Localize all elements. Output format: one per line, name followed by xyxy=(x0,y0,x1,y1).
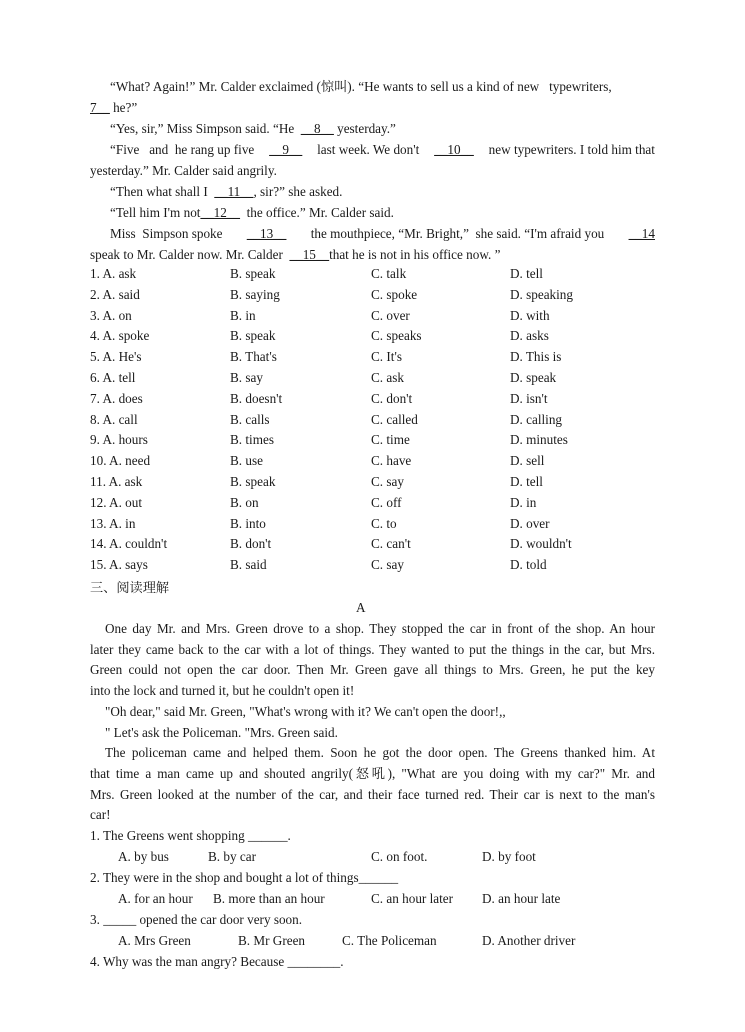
option-item: C. It's xyxy=(371,349,402,365)
answer-option: A. by bus xyxy=(118,849,169,864)
passage-line: into the lock and turned it, but he couldn't open it! xyxy=(90,683,355,699)
option-item: B. said xyxy=(230,557,267,573)
option-item: B. That's xyxy=(230,349,277,365)
passage-line: car! xyxy=(90,807,111,823)
story-text: “Tell him I'm not xyxy=(110,205,201,220)
option-item: D. sell xyxy=(510,453,545,469)
question-text: 2. They were in the shop and bought a lot of things______ xyxy=(90,870,399,885)
option-item: C. talk xyxy=(371,266,407,281)
option-item: C. called xyxy=(371,411,418,427)
option-item: D. over xyxy=(510,515,550,531)
option-item: C. say xyxy=(371,557,404,573)
option-item: 14. A. couldn't xyxy=(90,536,168,552)
option-item: 12. A. out xyxy=(90,494,143,510)
option-item: 3. A. on xyxy=(90,307,132,323)
option-item: C. spoke xyxy=(371,286,418,302)
story-line xyxy=(90,246,500,264)
blank-number: __12__ xyxy=(200,205,241,220)
option-item: 5. A. He's xyxy=(90,349,142,365)
option-item: D. in xyxy=(510,494,537,510)
question-text: 4. Why was the man angry? Because ________. xyxy=(90,954,344,969)
section-heading: 三、阅读理解 xyxy=(90,580,170,595)
blank-number: __9__ xyxy=(269,142,303,157)
story-text: “Five and he rang up five xyxy=(110,142,261,157)
option-item: B. use xyxy=(230,453,263,469)
option-item: D. speak xyxy=(510,370,557,385)
option-item: B. times xyxy=(230,432,274,448)
option-item: 10. A. need xyxy=(90,453,151,469)
story-text: yesterday.” xyxy=(333,121,396,136)
blank-number: __14 xyxy=(628,226,655,241)
answer-option: B. by car xyxy=(208,849,256,864)
option-item: D. isn't xyxy=(510,390,548,406)
option-item: C. time xyxy=(371,432,410,448)
option-item: 13. A. in xyxy=(90,515,136,531)
story-line xyxy=(110,78,655,96)
story-line xyxy=(110,204,394,222)
blank-number: __8__ xyxy=(300,121,334,136)
option-item: B. speak xyxy=(230,474,276,489)
story-line xyxy=(90,99,137,117)
option-item: B. doesn't xyxy=(230,390,283,406)
option-item: 15. A. says xyxy=(90,557,148,573)
option-item: D. tell xyxy=(510,266,543,281)
option-item: B. saying xyxy=(230,286,280,302)
option-item: D. minutes xyxy=(510,432,568,448)
question-text: 1. The Greens went shopping ______. xyxy=(90,828,291,843)
story-text: new typewriters. I told him that xyxy=(482,142,655,157)
answer-option: D. Another driver xyxy=(482,933,576,948)
answer-option: A. Mrs Green xyxy=(118,933,191,948)
option-item: D. asks xyxy=(510,328,549,344)
answer-option: D. by foot xyxy=(482,849,536,864)
option-item: D. This is xyxy=(510,349,562,365)
story-text: speak to Mr. Calder now. Mr. Calder xyxy=(90,247,290,262)
story-text: “What? Again!” Mr. Calder exclaimed (惊叫). “He wants to sell us a kind of new typewriters, xyxy=(110,79,612,94)
passage-line: that time a man came up and shouted angrily(怒吼), "What are you doing with my car?" Mr. and xyxy=(90,765,655,781)
story-line xyxy=(110,183,342,201)
blank-number: __11__ xyxy=(214,184,254,199)
option-item: 9. A. hours xyxy=(90,432,148,448)
blank-number: __10__ xyxy=(434,142,474,157)
story-text: “Then what shall I xyxy=(110,184,215,199)
option-item: 7. A. does xyxy=(90,390,143,406)
passage-line: Mrs. Green looked at the number of the car, and their face turned red. Their car is next to the man's xyxy=(90,786,655,802)
passage-label: A xyxy=(356,600,366,615)
option-item: B. say xyxy=(230,370,263,385)
passage-line: later they came back to the car with a lot of things. They wanted to put the things in the car, but Mrs. xyxy=(90,641,655,657)
option-item: C. speaks xyxy=(371,328,422,344)
story-line xyxy=(90,162,277,180)
story-text: , sir?” she asked. xyxy=(253,184,343,199)
story-text: the office.” Mr. Calder said. xyxy=(240,205,394,220)
answer-option: C. on foot. xyxy=(371,849,428,864)
blank-number: __13__ xyxy=(246,226,287,241)
option-item: B. speak xyxy=(230,266,276,281)
option-item: 8. A. call xyxy=(90,411,138,427)
passage-line: " Let's ask the Policeman. "Mrs. Green said. xyxy=(105,724,338,740)
option-item: D. wouldn't xyxy=(510,536,572,552)
blank-number: __15__ xyxy=(289,247,330,262)
option-item: B. calls xyxy=(230,411,270,427)
answer-option: C. The Policeman xyxy=(342,933,437,948)
answer-option: A. for an hour xyxy=(118,891,193,906)
answer-option: C. an hour later xyxy=(371,891,454,906)
option-item: C. don't xyxy=(371,390,413,406)
option-item: D. speaking xyxy=(510,286,573,302)
option-item: C. can't xyxy=(371,536,411,552)
option-item: D. tell xyxy=(510,474,543,489)
question-text: 3. _____ opened the car door very soon. xyxy=(90,912,303,927)
answer-option: B. Mr Green xyxy=(238,933,306,948)
story-text: that he is not in his office now. ” xyxy=(329,247,501,262)
option-item: B. into xyxy=(230,515,266,531)
story-line xyxy=(110,120,396,138)
story-text: Miss Simpson spoke xyxy=(110,226,230,241)
option-item: D. calling xyxy=(510,411,563,427)
option-item: C. say xyxy=(371,474,404,489)
story-text: he?” xyxy=(109,100,138,115)
option-item: C. ask xyxy=(371,370,404,385)
option-item: 11. A. ask xyxy=(90,474,143,489)
option-item: B. don't xyxy=(230,536,272,552)
option-item: 2. A. said xyxy=(90,286,140,302)
option-item: C. over xyxy=(371,307,410,323)
story-line xyxy=(110,141,655,159)
answer-option: B. more than an hour xyxy=(213,891,325,906)
blank-number: 7__ xyxy=(90,100,110,115)
passage-line: One day Mr. and Mrs. Green drove to a shop. They stopped the car in front of the shop. An hour xyxy=(105,621,655,636)
story-text: last week. We don't xyxy=(310,142,426,157)
answer-option: D. an hour late xyxy=(482,891,561,906)
option-item: B. speak xyxy=(230,328,276,344)
option-item: C. off xyxy=(371,494,402,510)
option-item: 6. A. tell xyxy=(90,370,136,385)
passage-line: The policeman came and helped them. Soon he got the door open. The Greens thanked him. At xyxy=(105,745,655,761)
option-item: 4. A. spoke xyxy=(90,328,150,344)
passage-line: Green could not open the car door. Then Mr. Green gave all things to Mrs. Green, he put the key xyxy=(90,662,655,678)
story-line xyxy=(110,225,655,243)
passage-line: "Oh dear," said Mr. Green, "What's wrong with it? We can't open the door!,, xyxy=(105,703,506,719)
option-item: 1. A. ask xyxy=(90,266,137,281)
option-item: B. in xyxy=(230,307,256,323)
option-item: D. told xyxy=(510,557,547,573)
story-text: the mouthpiece, “Mr. Bright,” she said. “I'm afraid you xyxy=(304,226,611,241)
story-text: “Yes, sir,” Miss Simpson said. “He xyxy=(110,121,301,136)
story-text: yesterday.” Mr. Calder said angrily. xyxy=(90,163,277,178)
option-item: D. with xyxy=(510,307,550,323)
option-item: B. on xyxy=(230,494,259,510)
option-item: C. have xyxy=(371,453,412,469)
option-item: C. to xyxy=(371,515,397,531)
